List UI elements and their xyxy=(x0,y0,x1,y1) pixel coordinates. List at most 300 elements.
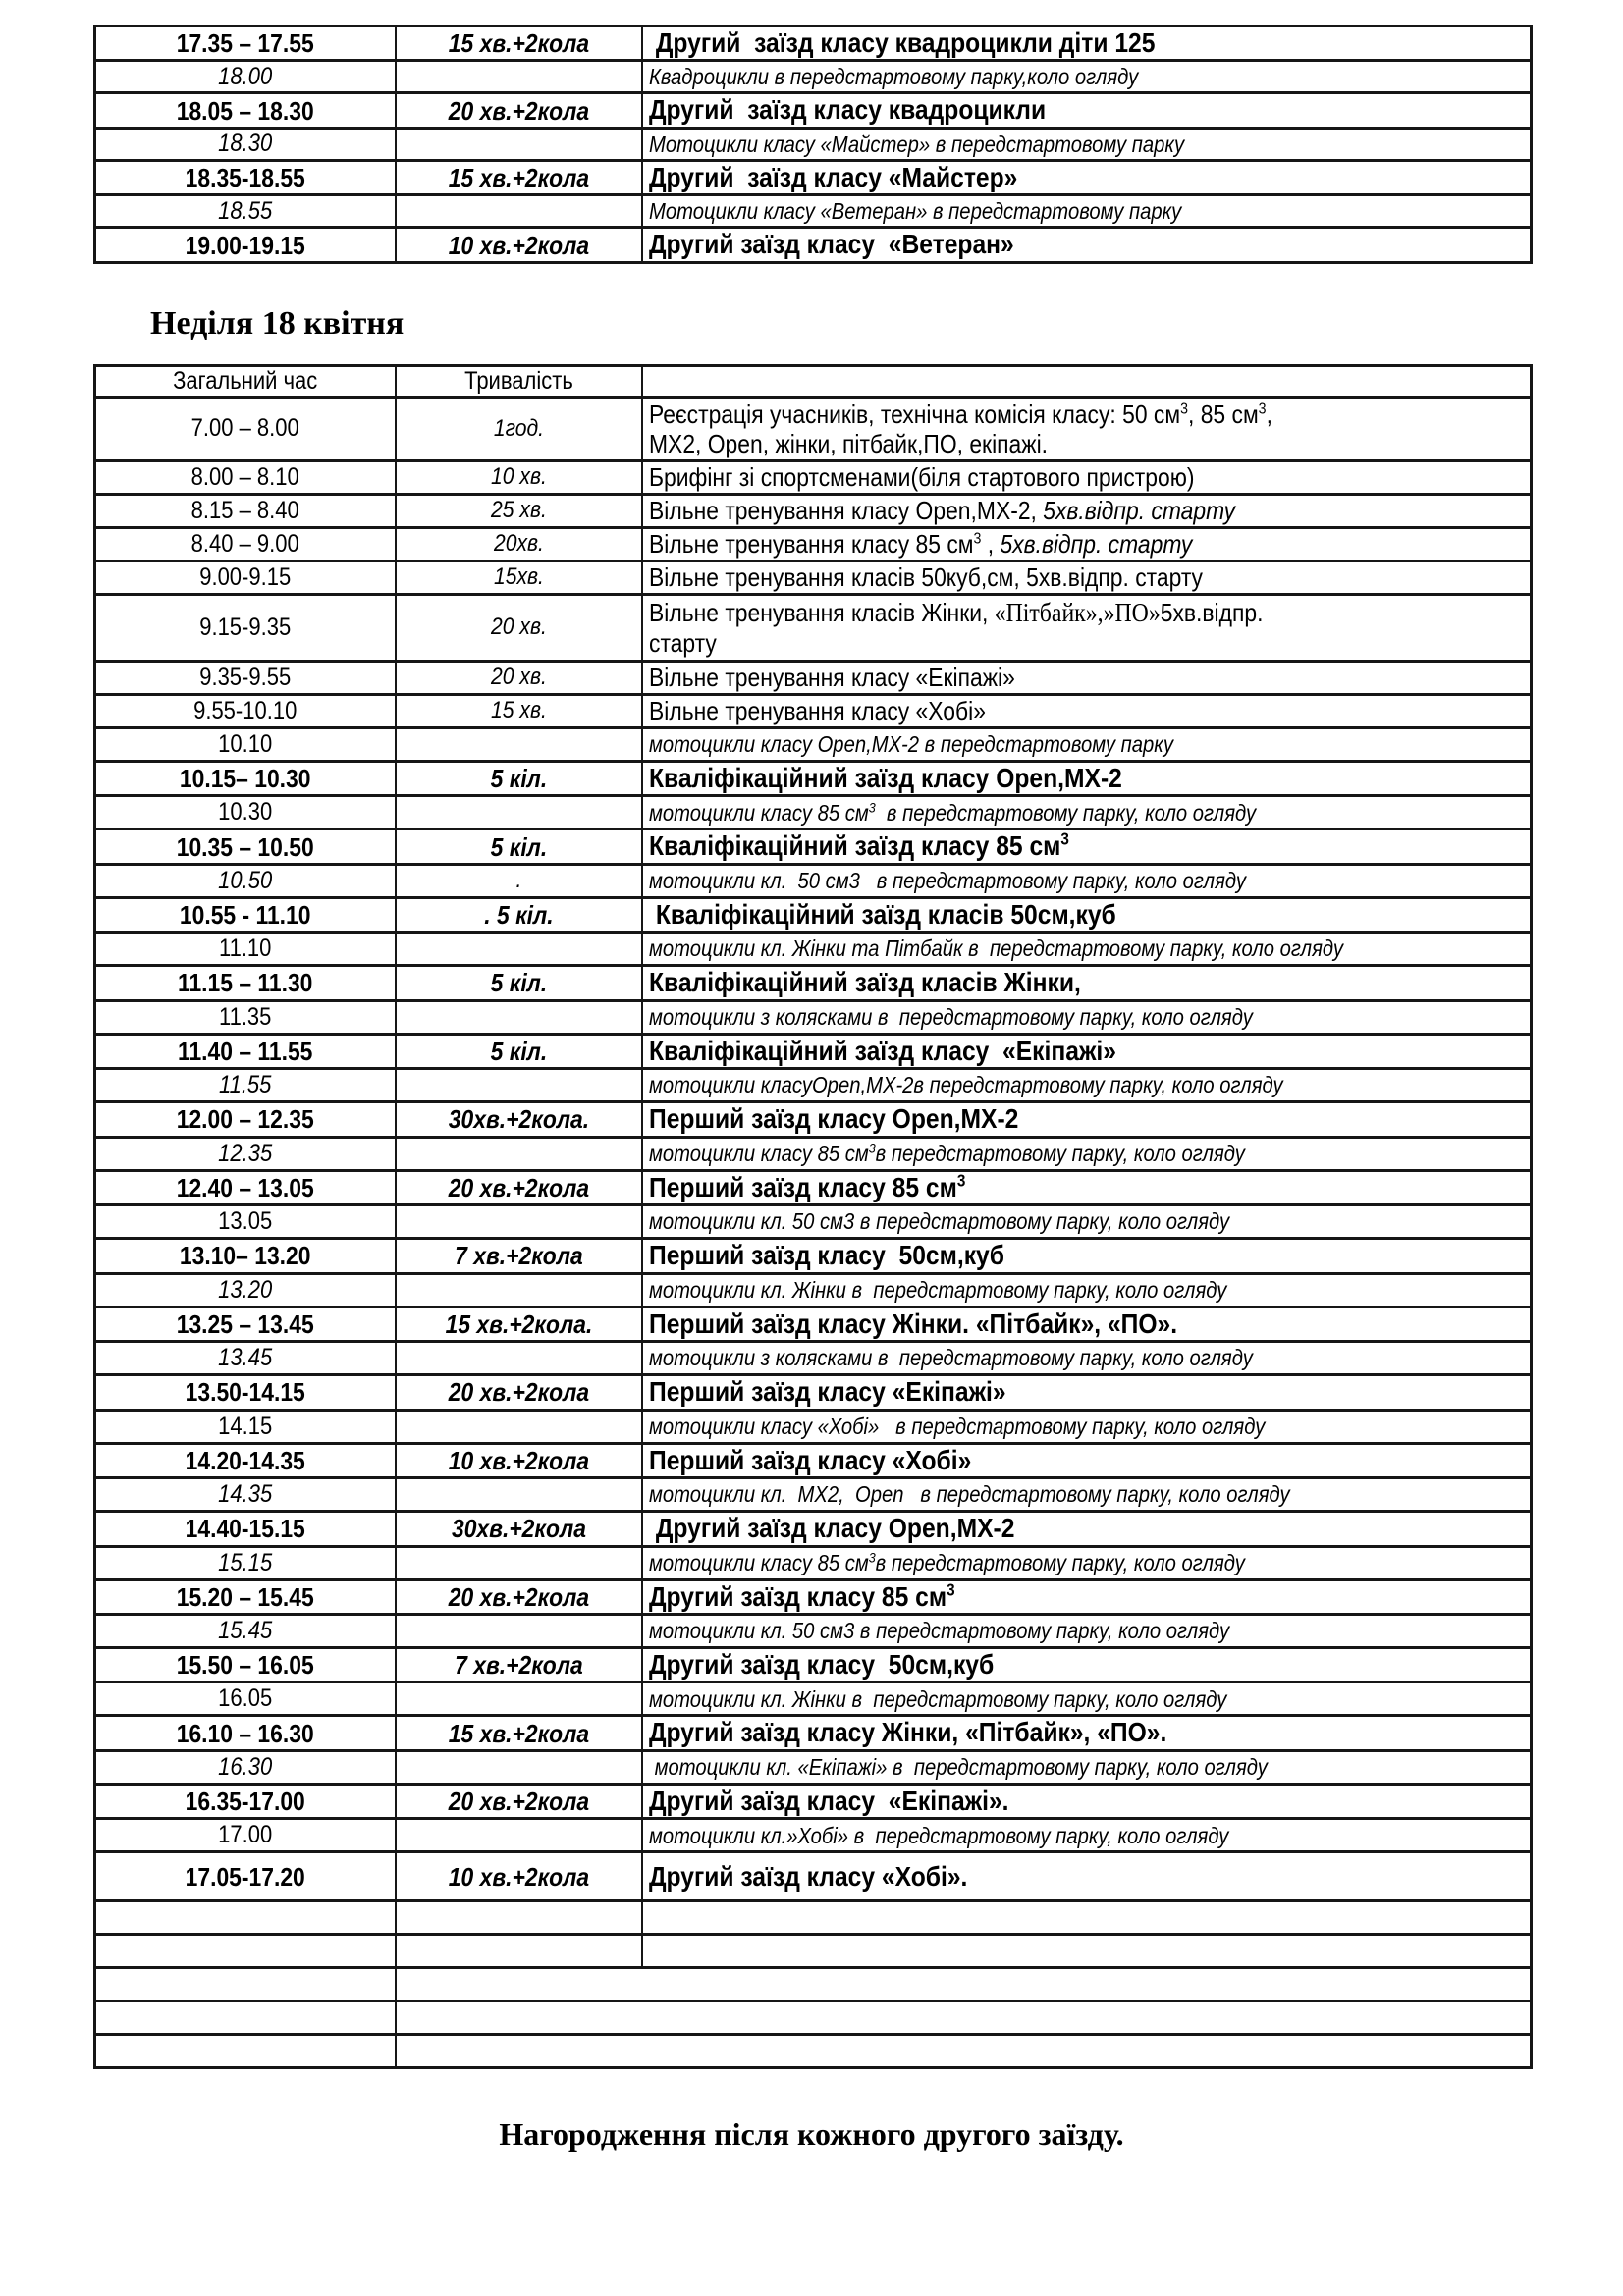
event-row xyxy=(95,594,1532,661)
time-cell xyxy=(95,694,396,727)
duration-cell xyxy=(396,594,642,661)
time-value: 13.50-14.15 xyxy=(185,1377,305,1408)
time-cell xyxy=(95,460,396,494)
time-value: 15.50 – 16.05 xyxy=(176,1650,314,1681)
time-value: 14.40-15.15 xyxy=(185,1514,305,1544)
description-cell xyxy=(642,1170,1532,1204)
event-row xyxy=(95,1239,1532,1273)
description-value: Вільне тренування класу 85 $см^3$ , 5хв.відпр. старту xyxy=(648,529,1192,560)
time-cell xyxy=(95,1614,396,1647)
time-cell xyxy=(95,128,396,160)
time-cell xyxy=(95,1852,396,1901)
description-cell xyxy=(642,494,1532,527)
duration-cell xyxy=(396,694,642,727)
time-value: 18.05 – 18.30 xyxy=(176,95,314,126)
time-cell xyxy=(95,1000,396,1034)
description-value: Кваліфікаційний заїзд класу «Екіпажі» xyxy=(648,1035,1116,1066)
description-cell xyxy=(642,1205,1532,1239)
note-row xyxy=(95,1614,1532,1647)
event-row xyxy=(95,1852,1532,1901)
description-cell xyxy=(642,1819,1532,1852)
time-cell xyxy=(95,594,396,661)
duration-value: 25 хв. xyxy=(490,497,547,524)
empty-cell xyxy=(95,1935,396,1968)
duration-cell xyxy=(396,1682,642,1716)
duration-cell xyxy=(396,160,642,194)
description-value: мотоцикли кл. 50 см3 в передстартовому парку, коло огляду xyxy=(648,1618,1229,1644)
description-value: мотоцикли класу 85 $см^3$ в передстартовому парку, коло огляду xyxy=(648,799,1256,826)
time-value: 17.05-17.20 xyxy=(185,1861,305,1892)
time-cell xyxy=(95,93,396,128)
time-cell xyxy=(95,1137,396,1170)
duration-cell xyxy=(396,1102,642,1137)
time-cell xyxy=(95,727,396,761)
time-value: 11.15 – 11.30 xyxy=(177,968,313,998)
time-cell xyxy=(95,1478,396,1512)
duration-cell xyxy=(396,933,642,966)
description-value: Вільне тренування класу «Хобі» xyxy=(648,696,986,726)
duration-cell xyxy=(396,796,642,829)
empty-row xyxy=(95,1968,1532,2002)
description-cell xyxy=(642,1342,1532,1375)
empty-row xyxy=(95,2035,1532,2068)
description-cell xyxy=(642,1069,1532,1102)
description-cell xyxy=(642,195,1532,228)
description-cell xyxy=(642,796,1532,829)
document-content xyxy=(93,25,1530,2153)
time-value: 18.35-18.55 xyxy=(185,163,305,193)
description-value: Перший заїзд класу Жінки. «Пітбайк», «ПО». xyxy=(648,1308,1177,1339)
time-cell xyxy=(95,1342,396,1375)
description-value: Мотоцикли класу «Майстер» в передстартовому парку xyxy=(648,131,1184,157)
event-row xyxy=(95,160,1532,194)
time-value: 11.40 – 11.55 xyxy=(177,1036,313,1066)
duration-value: 20 хв.+2кола xyxy=(448,1581,589,1612)
description-value: Другий заїзд класу 50см,куб xyxy=(648,1648,994,1680)
description-value: мотоцикли кл. МХ2, Open в передстартовому парку, коло огляду xyxy=(648,1481,1290,1508)
description-cell xyxy=(642,694,1532,727)
day2-schedule-table xyxy=(93,364,1533,2070)
note-row xyxy=(95,61,1532,93)
note-row xyxy=(95,1205,1532,1239)
description-value: Вільне тренування класів Жінки, «Пітбайк»,»ПО»5хв.відпр. старту xyxy=(648,597,1263,658)
note-row xyxy=(95,1546,1532,1579)
event-row xyxy=(95,761,1532,795)
column-header-description-cell xyxy=(642,365,1532,397)
note-row xyxy=(95,1000,1532,1034)
description-cell xyxy=(642,1614,1532,1647)
time-value: 9.55-10.10 xyxy=(193,696,298,724)
empty-cell xyxy=(642,1901,1532,1935)
time-cell xyxy=(95,829,396,864)
time-cell xyxy=(95,1205,396,1239)
time-cell xyxy=(95,661,396,694)
description-value: Кваліфікаційний заїзд класу Open,МХ-2 xyxy=(648,762,1122,793)
text-segment-serif: «Пітбайк»,»ПО» xyxy=(994,597,1161,627)
description-cell xyxy=(642,966,1532,1000)
description-cell xyxy=(642,1034,1532,1068)
description-value: Другий заїзд класу «Ветеран» xyxy=(648,229,1014,260)
duration-cell xyxy=(396,397,642,460)
duration-value: 20 хв.+2кола xyxy=(448,1172,589,1202)
description-value: Кваліфікаційний заїзд класу 85 $см^3$ xyxy=(648,829,1069,862)
description-value: Кваліфікаційний заїзд класів Жінки, xyxy=(648,967,1081,998)
event-row xyxy=(95,561,1532,594)
description-value: Другий заїзд класу квадроцикли діти 125 xyxy=(648,27,1155,58)
time-value: 14.20-14.35 xyxy=(185,1445,305,1475)
description-value: Квадроцикли в передстартовому парку,коло огляду xyxy=(648,64,1138,90)
duration-cell xyxy=(396,27,642,61)
time-value: 13.05 xyxy=(218,1207,273,1236)
duration-value: 30хв.+2кола. xyxy=(448,1104,589,1135)
description-value: мотоцикли кл. 50 см3 в передстартовому парку, коло огляду xyxy=(648,1208,1229,1235)
text-segment-i: 5хв.відпр. старту xyxy=(1042,496,1235,526)
description-value: мотоцикли класу 85 $см^3в$ передстартовому парку, коло огляду xyxy=(648,1549,1245,1575)
time-value: 13.25 – 13.45 xyxy=(176,1308,314,1339)
description-cell xyxy=(642,727,1532,761)
description-cell xyxy=(642,1137,1532,1170)
description-cell xyxy=(642,61,1532,93)
time-cell xyxy=(95,796,396,829)
description-cell xyxy=(642,897,1532,932)
description-cell xyxy=(642,1647,1532,1682)
duration-value: 20 хв.+2кола xyxy=(448,95,589,126)
time-value: 9.35-9.55 xyxy=(199,663,292,691)
description-cell xyxy=(642,1579,1532,1614)
duration-value: 5 кіл. xyxy=(490,1036,547,1066)
time-cell xyxy=(95,228,396,262)
description-cell xyxy=(642,1784,1532,1818)
time-value: 17.35 – 17.55 xyxy=(176,28,314,59)
description-value: мотоцикли кл. «Екіпажі» в передстартовому парку, коло огляду xyxy=(648,1754,1268,1781)
empty-cell xyxy=(95,1968,396,2002)
duration-cell xyxy=(396,1137,642,1170)
duration-cell xyxy=(396,661,642,694)
time-value: 18.30 xyxy=(218,130,273,158)
event-row xyxy=(95,1716,1532,1750)
note-row xyxy=(95,1410,1532,1443)
description-value: Перший заїзд класу 85 $см^3$ xyxy=(648,1170,965,1202)
time-cell xyxy=(95,1716,396,1750)
description-cell xyxy=(642,661,1532,694)
empty-row xyxy=(95,1935,1532,1968)
time-cell xyxy=(95,1410,396,1443)
description-cell xyxy=(642,1102,1532,1137)
duration-cell xyxy=(396,128,642,160)
empty-cell xyxy=(95,2035,396,2068)
time-value: 8.40 – 9.00 xyxy=(190,529,299,558)
description-value: Перший заїзд класу Open,МХ-2 xyxy=(648,1103,1018,1135)
text-segment-sup: 3 xyxy=(1059,829,1069,850)
note-row xyxy=(95,128,1532,160)
time-value: 12.35 xyxy=(218,1139,273,1167)
time-cell xyxy=(95,1546,396,1579)
time-value: 8.15 – 8.40 xyxy=(190,496,299,524)
duration-value: 10 хв.+2кола xyxy=(448,1445,589,1475)
duration-cell xyxy=(396,1852,642,1901)
empty-row xyxy=(95,2002,1532,2035)
header-row xyxy=(95,365,1532,397)
duration-cell xyxy=(396,1716,642,1750)
duration-cell xyxy=(396,93,642,128)
text-segment-sup: 3 xyxy=(868,1550,876,1566)
duration-value: 20 хв.+2кола xyxy=(448,1787,589,1817)
time-value: 10.35 – 10.50 xyxy=(176,831,314,862)
time-value: 15.45 xyxy=(218,1616,273,1644)
event-row xyxy=(95,694,1532,727)
event-row xyxy=(95,897,1532,932)
description-cell xyxy=(642,1000,1532,1034)
duration-value: 20хв. xyxy=(493,530,544,558)
duration-value: 5 кіл. xyxy=(490,764,547,794)
time-cell xyxy=(95,494,396,527)
event-row xyxy=(95,966,1532,1000)
text-segment-sup: 3 xyxy=(868,1141,876,1157)
empty-cell xyxy=(396,2035,1532,2068)
description-value: Другий заїзд класу Open,МХ-2 xyxy=(648,1513,1014,1544)
event-row xyxy=(95,93,1532,128)
event-row xyxy=(95,661,1532,694)
time-value: 10.10 xyxy=(218,729,273,758)
duration-value: 5 кіл. xyxy=(490,968,547,998)
time-cell xyxy=(95,1069,396,1102)
duration-cell xyxy=(396,1819,642,1852)
note-row xyxy=(95,1342,1532,1375)
time-value: 15.15 xyxy=(218,1548,273,1576)
event-row xyxy=(95,460,1532,494)
empty-cell xyxy=(95,1901,396,1935)
description-cell xyxy=(642,1307,1532,1341)
time-value: 12.00 – 12.35 xyxy=(176,1104,314,1135)
description-cell xyxy=(642,1546,1532,1579)
time-cell xyxy=(95,1647,396,1682)
time-value: 12.40 – 13.05 xyxy=(176,1172,314,1202)
description-value: мотоцикли кл. Жінки в передстартовому парку, коло огляду xyxy=(648,1276,1226,1303)
note-row xyxy=(95,1069,1532,1102)
description-value: Вільне тренування класу «Екіпажі» xyxy=(648,663,1015,693)
description-value: Мотоцикли класу «Ветеран» в передстартовому парку xyxy=(648,198,1181,225)
duration-value: 15 хв.+2кола xyxy=(448,28,589,59)
time-value: 19.00-19.15 xyxy=(185,230,305,260)
duration-cell xyxy=(396,897,642,932)
column-header-time-cell xyxy=(95,365,396,397)
note-row xyxy=(95,864,1532,897)
text-segment-i: 5хв.відпр. старту xyxy=(1000,529,1192,560)
time-cell xyxy=(95,1375,396,1410)
empty-row xyxy=(95,1901,1532,1935)
description-cell xyxy=(642,864,1532,897)
event-row xyxy=(95,494,1532,527)
time-cell xyxy=(95,527,396,561)
description-cell xyxy=(642,1410,1532,1443)
time-cell xyxy=(95,27,396,61)
time-value: 15.20 – 15.45 xyxy=(176,1581,314,1612)
note-row xyxy=(95,1137,1532,1170)
duration-cell xyxy=(396,1443,642,1477)
description-value: Перший заїзд класу 50см,куб xyxy=(648,1240,1004,1271)
description-value: мотоцикли з колясками в передстартовому парку, коло огляду xyxy=(648,1003,1253,1030)
column-header-time: Загальний час xyxy=(173,366,318,395)
time-value: 7.00 – 8.00 xyxy=(190,414,299,443)
note-row xyxy=(95,195,1532,228)
description-value: Перший заїзд класу «Хобі» xyxy=(648,1444,971,1475)
time-cell xyxy=(95,1579,396,1614)
description-value: мотоцикли класу «Хобі» в передстартовому парку, коло огляду xyxy=(648,1413,1265,1439)
duration-value: 1год. xyxy=(493,414,544,442)
duration-value: 10 хв.+2кола xyxy=(448,230,589,260)
duration-cell xyxy=(396,1375,642,1410)
duration-cell xyxy=(396,460,642,494)
time-cell xyxy=(95,1102,396,1137)
time-value: 11.10 xyxy=(218,934,272,963)
description-cell xyxy=(642,1682,1532,1716)
time-cell xyxy=(95,1784,396,1818)
description-cell xyxy=(642,160,1532,194)
duration-cell xyxy=(396,1205,642,1239)
description-value: Реєстрація учасників, технічна комісія класу: 50 $см^3$, 85 $см^3$, МХ2, Open, жінки, пітбайк,ПО, екіпажі. xyxy=(648,399,1272,458)
duration-cell xyxy=(396,829,642,864)
duration-cell xyxy=(396,1034,642,1068)
text-segment-sup: 3 xyxy=(1258,400,1267,418)
duration-value: 5 кіл. xyxy=(490,831,547,862)
time-cell xyxy=(95,1819,396,1852)
description-value: Другий заїзд класу «Хобі». xyxy=(648,1860,967,1892)
event-row xyxy=(95,829,1532,864)
duration-cell xyxy=(396,1170,642,1204)
note-row xyxy=(95,1819,1532,1852)
duration-value: 15 хв.+2кола xyxy=(448,163,589,193)
event-row xyxy=(95,27,1532,61)
note-row xyxy=(95,1478,1532,1512)
description-cell xyxy=(642,1716,1532,1750)
description-cell xyxy=(642,1273,1532,1307)
description-cell xyxy=(642,460,1532,494)
event-row xyxy=(95,228,1532,262)
duration-value: . xyxy=(515,867,521,894)
description-value: Другий заїзд класу квадроцикли xyxy=(648,94,1046,126)
time-cell xyxy=(95,1273,396,1307)
note-row xyxy=(95,727,1532,761)
time-value: 14.35 xyxy=(218,1480,273,1509)
duration-value: 20 хв.+2кола xyxy=(448,1377,589,1408)
note-row xyxy=(95,796,1532,829)
duration-value: 15 хв.+2кола. xyxy=(445,1308,592,1339)
note-row xyxy=(95,1273,1532,1307)
duration-cell xyxy=(396,527,642,561)
time-cell xyxy=(95,1682,396,1716)
duration-cell xyxy=(396,1239,642,1273)
day1-schedule-table xyxy=(93,25,1533,264)
time-cell xyxy=(95,397,396,460)
duration-value: 15 хв. xyxy=(490,697,547,724)
description-value: мотоцикли кл.»Хобі» в передстартовому парку, коло огляду xyxy=(648,1822,1228,1848)
duration-cell xyxy=(396,1579,642,1614)
time-value: 18.00 xyxy=(218,62,273,90)
description-cell xyxy=(642,1750,1532,1784)
description-cell xyxy=(642,527,1532,561)
event-row xyxy=(95,1034,1532,1068)
column-header-duration: Тривалість xyxy=(463,366,573,395)
duration-cell xyxy=(396,1273,642,1307)
duration-cell xyxy=(396,864,642,897)
duration-cell xyxy=(396,61,642,93)
duration-value: 30хв.+2кола xyxy=(451,1514,586,1544)
duration-value: 10 хв. xyxy=(490,463,547,491)
time-cell xyxy=(95,1750,396,1784)
description-value: мотоцикли з колясками в передстартовому парку, коло огляду xyxy=(648,1345,1253,1371)
time-cell xyxy=(95,864,396,897)
event-row xyxy=(95,1375,1532,1410)
event-row xyxy=(95,1170,1532,1204)
time-value: 10.15– 10.30 xyxy=(179,764,311,794)
time-value: 9.00-9.15 xyxy=(199,562,292,591)
description-cell xyxy=(642,933,1532,966)
text-segment-sup: 3 xyxy=(868,799,876,816)
time-value: 18.55 xyxy=(218,196,273,225)
time-cell xyxy=(95,1512,396,1546)
duration-cell xyxy=(396,1000,642,1034)
duration-cell xyxy=(396,1750,642,1784)
note-row xyxy=(95,1682,1532,1716)
time-value: 11.55 xyxy=(218,1071,272,1099)
duration-cell xyxy=(396,1342,642,1375)
empty-cell xyxy=(642,1935,1532,1968)
description-cell xyxy=(642,594,1532,661)
time-value: 16.10 – 16.30 xyxy=(176,1718,314,1748)
duration-cell xyxy=(396,228,642,262)
empty-cell xyxy=(95,2002,396,2035)
description-cell xyxy=(642,1478,1532,1512)
event-row xyxy=(95,1307,1532,1341)
description-cell xyxy=(642,128,1532,160)
duration-value: 15хв. xyxy=(493,563,544,591)
event-row xyxy=(95,527,1532,561)
time-value: 16.05 xyxy=(218,1684,273,1713)
duration-cell xyxy=(396,1410,642,1443)
duration-cell xyxy=(396,1784,642,1818)
description-value: мотоцикли кл. Жінки в передстартовому парку, коло огляду xyxy=(648,1685,1226,1712)
empty-cell xyxy=(396,1935,642,1968)
empty-cell xyxy=(396,1968,1532,2002)
empty-cell xyxy=(396,1901,642,1935)
event-row xyxy=(95,1512,1532,1546)
description-value: мотоцикли кл. 50 см3 в передстартовому парку, коло огляду xyxy=(648,867,1246,893)
duration-cell xyxy=(396,1069,642,1102)
column-header-duration-cell xyxy=(396,365,642,397)
event-row xyxy=(95,1784,1532,1818)
time-value: 8.00 – 8.10 xyxy=(190,462,299,491)
duration-cell xyxy=(396,1614,642,1647)
time-cell xyxy=(95,195,396,228)
time-cell xyxy=(95,1307,396,1341)
time-cell xyxy=(95,1239,396,1273)
note-row xyxy=(95,1750,1532,1784)
description-cell xyxy=(642,397,1532,460)
text-segment-sup: 3 xyxy=(973,529,981,548)
description-value: мотоцикли класу 85 $см^3в$ передстартовому парку, коло огляду xyxy=(648,1140,1245,1166)
description-cell xyxy=(642,228,1532,262)
duration-value: 10 хв.+2кола xyxy=(448,1861,589,1892)
event-row xyxy=(95,1647,1532,1682)
duration-cell xyxy=(396,1307,642,1341)
time-value: 13.45 xyxy=(218,1344,273,1372)
description-cell xyxy=(642,1443,1532,1477)
duration-cell xyxy=(396,966,642,1000)
note-row xyxy=(95,933,1532,966)
time-value: 10.55 - 11.10 xyxy=(179,899,311,930)
duration-value: 20 хв. xyxy=(490,614,547,641)
time-value: 9.15-9.35 xyxy=(199,613,292,641)
